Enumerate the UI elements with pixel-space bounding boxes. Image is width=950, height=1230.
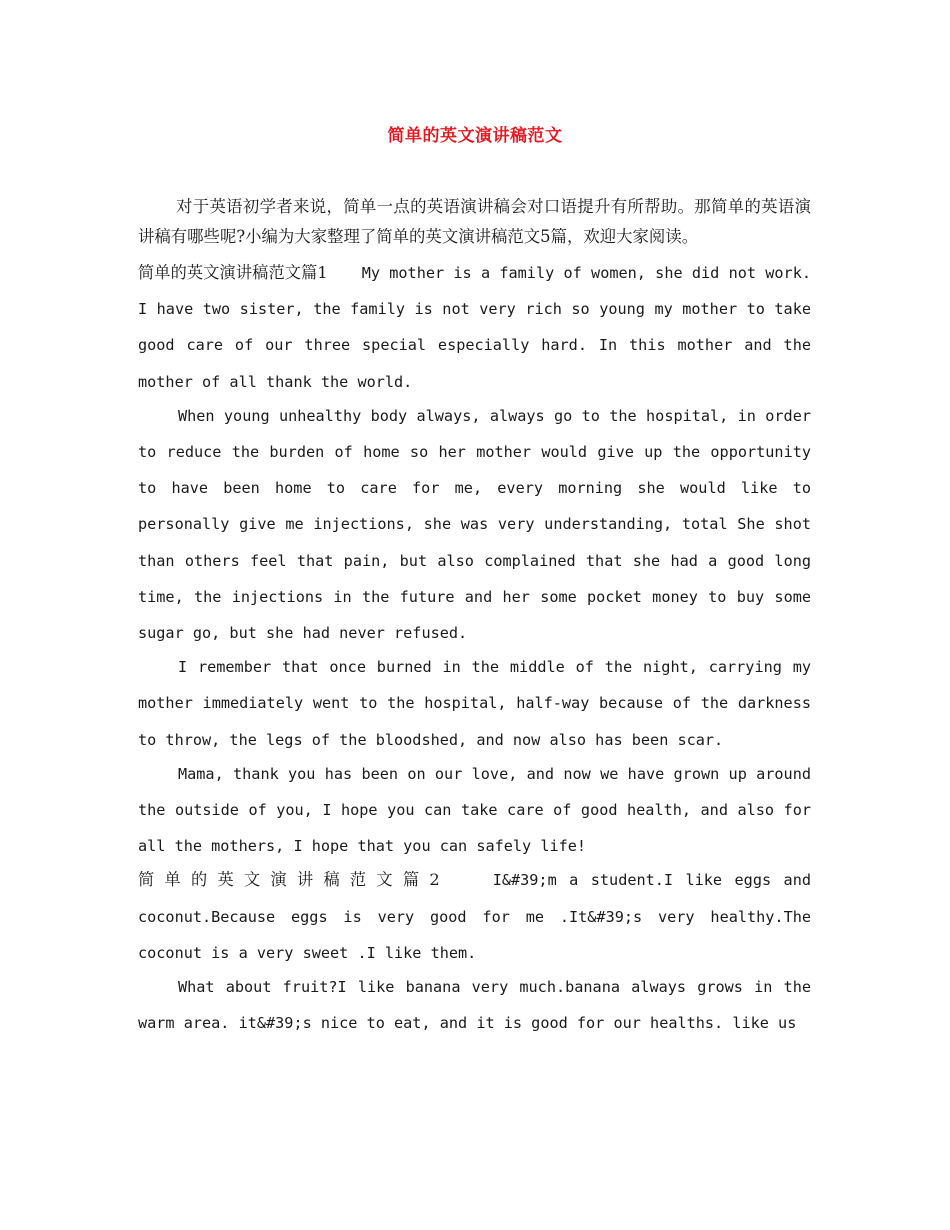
section-1-first-paragraph <box>138 255 811 400</box>
section-1-paragraph: When young unhealthy body always, always go to the hospital, in order to reduce the burden of home so her mother would give up the opportunity to have been home to care for me, every morning she would like to personally give me injections, she was very understanding, total She shot than others feel that pain, but also complained that she had a good long time, the injections in the future and her some pocket money to buy some sugar go, but she had never refused. <box>138 406 811 643</box>
section-1-paragraph: Mama, thank you has been on our love, and now we have grown up around the outside of you, I hope you can take care of good health, and also for all the mothers, I hope that you can safely life! <box>138 764 811 856</box>
section-1-first-text: My mother is a family of women, she did not work. I have two sister, the family is not very rich so young my mother to take good care of our three special especially hard. In this mother and the mother of all thank the world. <box>138 264 811 391</box>
section-2-first-text: I&#39;m a student.I like eggs and coconut.Because eggs is very good for me .It&#39;s very healthy.The coconut is a very sweet .I like them. <box>138 871 811 962</box>
document-body <box>138 192 811 1041</box>
intro-paragraph: 对于英语初学者来说，简单一点的英语演讲稿会对口语提升有所帮助。那简单的英语演讲稿有哪些呢?小编为大家整理了简单的英文演讲稿范文5篇，欢迎大家阅读。 <box>138 197 811 246</box>
section-2-first-paragraph <box>138 862 811 971</box>
section-2-heading: 简单的英文演讲稿范文篇2 <box>138 870 447 890</box>
section-2-paragraph: What about fruit?I like banana very much.banana always grows in the warm area. it&#39;s nice to eat, and it is good for our healths. like us <box>138 978 811 1033</box>
section-1-paragraph: I remember that once burned in the middle of the night, carrying my mother immediately went to the hospital, half-way because of the darkness to throw, the legs of the bloodshed, and now also has been scar. <box>138 658 811 749</box>
document-title: 简单的英文演讲稿范文 <box>387 126 563 146</box>
section-1-heading: 简单的英文演讲稿范文篇1 <box>138 263 328 282</box>
